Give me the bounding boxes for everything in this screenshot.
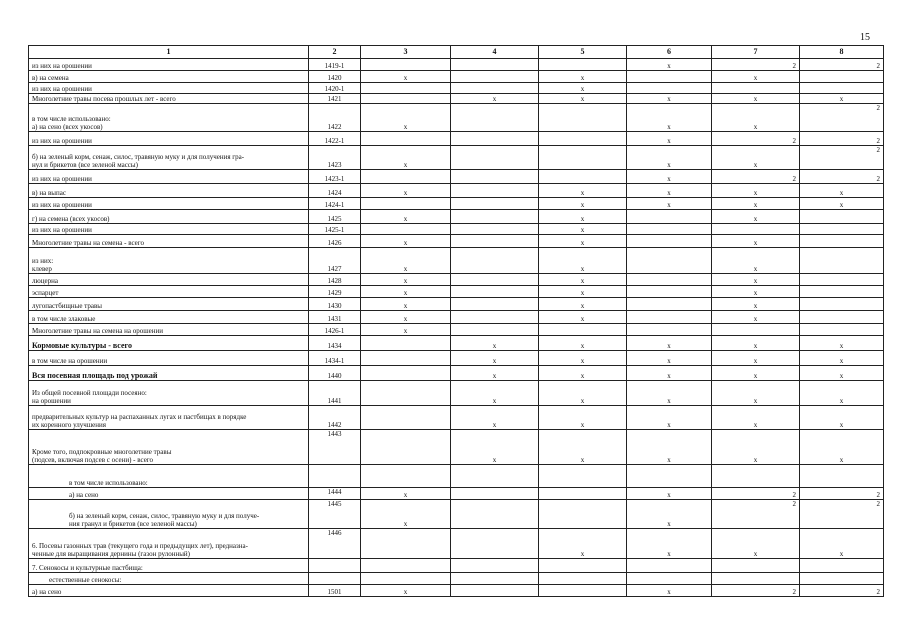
cell-c4	[451, 71, 539, 83]
cell-c6: x	[627, 59, 712, 71]
cell-c4	[451, 500, 539, 529]
table-row	[29, 198, 884, 210]
table-row	[29, 132, 884, 146]
row-code: 1428	[309, 274, 361, 286]
row-code: 1441	[309, 381, 361, 406]
row-code: 1424-1	[309, 198, 361, 210]
row-label: Многолетние травы посева прошлых лет - всего	[29, 94, 309, 104]
cell-c8	[800, 274, 884, 286]
cell-c6	[627, 224, 712, 235]
row-label: в том числе на орошении	[29, 351, 309, 366]
cell-c3: x	[361, 324, 451, 336]
cell-c3: x	[361, 311, 451, 324]
cell-c7	[712, 224, 800, 235]
cell-c8: x	[800, 351, 884, 366]
cell-c4	[451, 311, 539, 324]
cell-c3: x	[361, 104, 451, 132]
cell-c8	[800, 311, 884, 324]
header-cell: 4	[451, 46, 539, 59]
cell-c7	[712, 324, 800, 336]
cell-c5: x	[539, 94, 627, 104]
table-row	[29, 500, 884, 529]
row-label: а) на сено	[29, 488, 309, 500]
row-label: в) на семена	[29, 71, 309, 83]
row-label: эспарцет	[29, 286, 309, 298]
row-code: 1445	[309, 500, 361, 529]
cell-c4: x	[451, 381, 539, 406]
cell-c8: 2	[800, 59, 884, 71]
row-code	[309, 465, 361, 488]
table-row	[29, 248, 884, 274]
cell-c3	[361, 132, 451, 146]
row-code: 1426	[309, 235, 361, 248]
cell-c6	[627, 71, 712, 83]
cell-c8	[800, 298, 884, 311]
cell-c6	[627, 465, 712, 488]
cell-c6: x	[627, 336, 712, 351]
cell-c3	[361, 59, 451, 71]
cell-c4	[451, 324, 539, 336]
cell-c4	[451, 184, 539, 198]
cell-c3	[361, 366, 451, 381]
row-code: 1434	[309, 336, 361, 351]
cell-c5	[539, 573, 627, 585]
cell-c7: x	[712, 248, 800, 274]
cell-c8: x	[800, 430, 884, 465]
cell-c7: x	[712, 274, 800, 286]
table-row	[29, 286, 884, 298]
header-cell: 3	[361, 46, 451, 59]
cell-c5: x	[539, 274, 627, 286]
header-cell: 5	[539, 46, 627, 59]
cell-c6: x	[627, 198, 712, 210]
cell-c5	[539, 104, 627, 132]
cell-c8	[800, 573, 884, 585]
row-label: в том числе использовано: а) на сено (всех укосов)	[29, 104, 309, 132]
cell-c3: x	[361, 585, 451, 597]
row-code: 1446	[309, 529, 361, 559]
cell-c6: x	[627, 529, 712, 559]
cell-c6: x	[627, 132, 712, 146]
cell-c7: x	[712, 430, 800, 465]
cell-c6: x	[627, 146, 712, 170]
cell-c7: 2	[712, 170, 800, 184]
data-table	[28, 45, 884, 597]
row-label: Из общей посевной площади посеяно: на орошении	[29, 381, 309, 406]
row-label: а) на сено	[29, 585, 309, 597]
table-row	[29, 104, 884, 132]
table-row	[29, 351, 884, 366]
cell-c5: x	[539, 351, 627, 366]
cell-c3: x	[361, 298, 451, 311]
cell-c6: x	[627, 585, 712, 597]
cell-c3	[361, 83, 451, 94]
cell-c5	[539, 488, 627, 500]
table-row	[29, 406, 884, 430]
cell-c4: x	[451, 336, 539, 351]
cell-c4	[451, 465, 539, 488]
table-row	[29, 224, 884, 235]
table-row	[29, 366, 884, 381]
row-label: из них на орошении	[29, 59, 309, 71]
cell-c4: x	[451, 430, 539, 465]
cell-c3: x	[361, 248, 451, 274]
row-label: из них на орошении	[29, 170, 309, 184]
table-row	[29, 585, 884, 597]
row-code: 1427	[309, 248, 361, 274]
cell-c7: x	[712, 71, 800, 83]
table-row	[29, 465, 884, 488]
cell-c8	[800, 235, 884, 248]
row-code: 1422-1	[309, 132, 361, 146]
row-code: 1423	[309, 146, 361, 170]
table-row	[29, 274, 884, 286]
cell-c8: x	[800, 381, 884, 406]
cell-c3	[361, 94, 451, 104]
cell-c8: x	[800, 406, 884, 430]
cell-c5: x	[539, 198, 627, 210]
cell-c5: x	[539, 83, 627, 94]
cell-c8	[800, 465, 884, 488]
cell-c8: 2	[800, 132, 884, 146]
cell-c4: x	[451, 406, 539, 430]
cell-c8: 2	[800, 585, 884, 597]
cell-c4	[451, 198, 539, 210]
row-label: г) на семена (всех укосов)	[29, 210, 309, 224]
cell-c6: x	[627, 381, 712, 406]
cell-c7: x	[712, 351, 800, 366]
row-code	[309, 559, 361, 573]
cell-c5	[539, 585, 627, 597]
row-code: 1419-1	[309, 59, 361, 71]
cell-c3	[361, 559, 451, 573]
row-code: 1423-1	[309, 170, 361, 184]
cell-c4	[451, 224, 539, 235]
table-row	[29, 430, 884, 465]
cell-c6	[627, 248, 712, 274]
cell-c7: x	[712, 146, 800, 170]
cell-c4	[451, 298, 539, 311]
row-label: из них на орошении	[29, 83, 309, 94]
cell-c4	[451, 286, 539, 298]
cell-c8: x	[800, 198, 884, 210]
cell-c8: 2	[800, 104, 884, 132]
cell-c6: x	[627, 488, 712, 500]
header-cell: 2	[309, 46, 361, 59]
cell-c8: x	[800, 366, 884, 381]
cell-c4: x	[451, 351, 539, 366]
row-code: 1501	[309, 585, 361, 597]
cell-c3	[361, 224, 451, 235]
row-label: в) на выпас	[29, 184, 309, 198]
cell-c8: 2	[800, 170, 884, 184]
cell-c3	[361, 430, 451, 465]
table-row	[29, 324, 884, 336]
cell-c5	[539, 170, 627, 184]
cell-c8	[800, 83, 884, 94]
table-row	[29, 170, 884, 184]
cell-c7: x	[712, 184, 800, 198]
cell-c7: x	[712, 529, 800, 559]
table-row	[29, 529, 884, 559]
cell-c5: x	[539, 430, 627, 465]
cell-c8	[800, 559, 884, 573]
cell-c6: x	[627, 94, 712, 104]
row-label: б) на зеленый корм, сенаж, силос, травяную муку и для получе- ния гранул и брикетов (все зеленой массы)	[29, 500, 309, 529]
cell-c3: x	[361, 210, 451, 224]
table-row	[29, 488, 884, 500]
table-row	[29, 298, 884, 311]
row-code: 1425	[309, 210, 361, 224]
table-row	[29, 336, 884, 351]
row-label: из них на орошении	[29, 198, 309, 210]
row-label: в том числе использовано:	[29, 465, 309, 488]
cell-c7: x	[712, 381, 800, 406]
row-code: 1422	[309, 104, 361, 132]
cell-c5: x	[539, 381, 627, 406]
header-cell: 6	[627, 46, 712, 59]
row-code: 1429	[309, 286, 361, 298]
cell-c3: x	[361, 184, 451, 198]
cell-c5: x	[539, 298, 627, 311]
table-row	[29, 235, 884, 248]
cell-c3: x	[361, 488, 451, 500]
cell-c8: x	[800, 336, 884, 351]
row-label: люцерна	[29, 274, 309, 286]
cell-c5: x	[539, 184, 627, 198]
cell-c7	[712, 83, 800, 94]
row-code: 1424	[309, 184, 361, 198]
cell-c5	[539, 500, 627, 529]
cell-c3	[361, 381, 451, 406]
cell-c8	[800, 71, 884, 83]
cell-c5: x	[539, 248, 627, 274]
cell-c5: x	[539, 235, 627, 248]
cell-c7: x	[712, 336, 800, 351]
cell-c3: x	[361, 235, 451, 248]
row-code: 1421	[309, 94, 361, 104]
cell-c7: 2	[712, 132, 800, 146]
table-row	[29, 146, 884, 170]
cell-c4	[451, 573, 539, 585]
cell-c5: x	[539, 286, 627, 298]
cell-c4: x	[451, 366, 539, 381]
cell-c5	[539, 559, 627, 573]
row-code: 1442	[309, 406, 361, 430]
cell-c6	[627, 559, 712, 573]
cell-c7	[712, 465, 800, 488]
cell-c3	[361, 336, 451, 351]
cell-c6	[627, 274, 712, 286]
cell-c7: x	[712, 210, 800, 224]
cell-c7: 2	[712, 488, 800, 500]
row-label: из них: клевер	[29, 248, 309, 274]
cell-c8: 2	[800, 488, 884, 500]
header-cell: 8	[800, 46, 884, 59]
cell-c6	[627, 573, 712, 585]
cell-c7: x	[712, 366, 800, 381]
row-code: 1440	[309, 366, 361, 381]
cell-c7: x	[712, 311, 800, 324]
cell-c7: 2	[712, 585, 800, 597]
cell-c8	[800, 224, 884, 235]
cell-c4	[451, 146, 539, 170]
cell-c5	[539, 465, 627, 488]
cell-c3: x	[361, 71, 451, 83]
cell-c5: x	[539, 406, 627, 430]
row-label: Кроме того, подпокровные многолетние травы (подсев, включая подсев с осени) - всего	[29, 430, 309, 465]
cell-c7: 2	[712, 500, 800, 529]
row-label: Многолетние травы на семена на орошении	[29, 324, 309, 336]
cell-c3: x	[361, 146, 451, 170]
cell-c3: x	[361, 286, 451, 298]
cell-c4	[451, 585, 539, 597]
cell-c6	[627, 286, 712, 298]
row-label: Вся посевная площадь под урожай	[29, 366, 309, 381]
cell-c4	[451, 559, 539, 573]
cell-c6	[627, 235, 712, 248]
table-row	[29, 573, 884, 585]
cell-c5: x	[539, 336, 627, 351]
row-label: лугопастбищные травы	[29, 298, 309, 311]
cell-c4: x	[451, 94, 539, 104]
cell-c7: x	[712, 286, 800, 298]
cell-c7: x	[712, 235, 800, 248]
cell-c8	[800, 248, 884, 274]
cell-c6: x	[627, 500, 712, 529]
cell-c8: x	[800, 184, 884, 198]
cell-c4	[451, 235, 539, 248]
cell-c6	[627, 210, 712, 224]
cell-c8	[800, 324, 884, 336]
cell-c6: x	[627, 406, 712, 430]
cell-c5: x	[539, 311, 627, 324]
table-row	[29, 210, 884, 224]
cell-c6: x	[627, 184, 712, 198]
row-label: предварительных культур на распаханных лугах и пастбищах в порядке их коренного улучшения	[29, 406, 309, 430]
cell-c7: x	[712, 94, 800, 104]
header-cell: 7	[712, 46, 800, 59]
cell-c6: x	[627, 170, 712, 184]
cell-c7	[712, 573, 800, 585]
row-label: в том числе злаковые	[29, 311, 309, 324]
cell-c7: x	[712, 104, 800, 132]
row-label: Многолетние травы на семена - всего	[29, 235, 309, 248]
row-label: естественные сенокосы:	[29, 573, 309, 585]
cell-c8: x	[800, 94, 884, 104]
cell-c4	[451, 59, 539, 71]
table-row	[29, 184, 884, 198]
cell-c6: x	[627, 430, 712, 465]
row-label: 6. Посевы газонных трав (текущего года и предыдущих лет), предназна- ченные для выращивания дернины (газон рулонный)	[29, 529, 309, 559]
row-code: 1430	[309, 298, 361, 311]
cell-c5: x	[539, 224, 627, 235]
row-code: 1420-1	[309, 83, 361, 94]
cell-c6: x	[627, 104, 712, 132]
table-row	[29, 94, 884, 104]
table-row	[29, 59, 884, 71]
cell-c7: x	[712, 406, 800, 430]
row-code: 1443	[309, 430, 361, 465]
cell-c5: x	[539, 529, 627, 559]
row-label: 7. Сенокосы и культурные пастбища:	[29, 559, 309, 573]
cell-c4	[451, 488, 539, 500]
row-code	[309, 573, 361, 585]
cell-c3	[361, 170, 451, 184]
header-row	[29, 46, 884, 59]
cell-c3	[361, 529, 451, 559]
table-row	[29, 311, 884, 324]
cell-c7	[712, 559, 800, 573]
cell-c5: x	[539, 71, 627, 83]
cell-c7: x	[712, 298, 800, 311]
cell-c8: x	[800, 529, 884, 559]
cell-c3	[361, 351, 451, 366]
table-row	[29, 559, 884, 573]
row-code: 1431	[309, 311, 361, 324]
cell-c6	[627, 324, 712, 336]
row-label: б) на зеленый корм, сенаж, силос, травяную муку и для получения гра- нул и брикетов (все зеленой массы)	[29, 146, 309, 170]
header-cell: 1	[29, 46, 309, 59]
cell-c6	[627, 311, 712, 324]
cell-c6: x	[627, 351, 712, 366]
cell-c4	[451, 170, 539, 184]
cell-c5: x	[539, 210, 627, 224]
cell-c4	[451, 132, 539, 146]
row-code: 1444	[309, 488, 361, 500]
row-code: 1434-1	[309, 351, 361, 366]
row-code: 1426-1	[309, 324, 361, 336]
cell-c8: 2	[800, 500, 884, 529]
row-code: 1420	[309, 71, 361, 83]
cell-c4	[451, 104, 539, 132]
cell-c8	[800, 286, 884, 298]
cell-c6	[627, 298, 712, 311]
cell-c8: 2	[800, 146, 884, 170]
row-label: из них на орошении	[29, 224, 309, 235]
cell-c4	[451, 274, 539, 286]
cell-c7: x	[712, 198, 800, 210]
page-number: 15	[860, 32, 870, 43]
cell-c3	[361, 406, 451, 430]
cell-c3: x	[361, 500, 451, 529]
cell-c3	[361, 573, 451, 585]
cell-c5	[539, 132, 627, 146]
row-label: Кормовые культуры - всего	[29, 336, 309, 351]
cell-c3	[361, 198, 451, 210]
cell-c4	[451, 210, 539, 224]
cell-c5: x	[539, 366, 627, 381]
cell-c4	[451, 529, 539, 559]
row-label: из них на орошении	[29, 132, 309, 146]
table-row	[29, 71, 884, 83]
row-code: 1425-1	[309, 224, 361, 235]
cell-c6	[627, 83, 712, 94]
cell-c5	[539, 324, 627, 336]
cell-c4	[451, 248, 539, 274]
cell-c3	[361, 465, 451, 488]
cell-c5	[539, 59, 627, 71]
cell-c8	[800, 210, 884, 224]
cell-c3: x	[361, 274, 451, 286]
cell-c7: 2	[712, 59, 800, 71]
cell-c5	[539, 146, 627, 170]
table-row	[29, 381, 884, 406]
table-row	[29, 83, 884, 94]
cell-c6: x	[627, 366, 712, 381]
cell-c4	[451, 83, 539, 94]
